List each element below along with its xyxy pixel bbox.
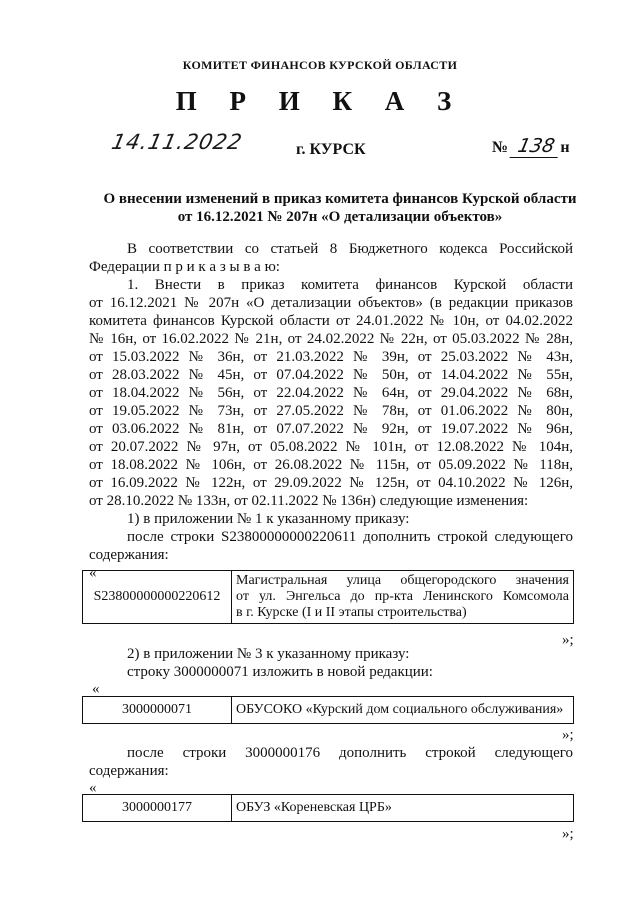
subject-line: О внесении изменений в приказ комитета финансов Курской области [103, 191, 577, 207]
body-line: от 19.05.2022 № 73н, от 27.05.2022 № 78н, от 01.06.2022 № 80н, [89, 403, 573, 419]
number-prefix: № [492, 139, 509, 156]
table-row [83, 697, 574, 724]
document-type: П Р И К А З [175, 86, 465, 116]
open-quote: « [92, 681, 100, 697]
body-line: от 28.10.2022 № 133н, от 02.11.2022 № 136н) следующие изменения: [89, 493, 529, 509]
close-quote: »; [562, 826, 574, 842]
organization-title: КОМИТЕТ ФИНАНСОВ КУРСКОЙ ОБЛАСТИ [182, 58, 458, 72]
body-line: от 28.03.2022 № 45н, от 07.04.2022 № 50н, от 14.04.2022 № 55н, [89, 367, 573, 383]
body-line: № 16н, от 16.02.2022 № 21н, от 24.02.2022 № 22н, от 05.03.2022 № 28н, [89, 331, 573, 347]
body-line: после строки S23800000000220611 дополнить строкой следующего [127, 529, 573, 545]
description-line: Магистральная улица общегородского значения [236, 573, 569, 588]
handwritten-date: 14.11.2022 [109, 130, 245, 154]
body-line: от 15.03.2022 № 36н, от 21.03.2022 № 39н, от 25.03.2022 № 43н, [89, 349, 573, 365]
description-line: от ул. Энгельса до пр-кта Ленинского Комсомола [236, 589, 569, 604]
description-line: в г. Курске (I и II этапы строительства) [236, 605, 467, 620]
body-line: после строки 3000000176 дополнить строкой следующего [127, 745, 573, 761]
table-cell-code: S23800000000220612 [83, 571, 232, 624]
close-quote: »; [562, 632, 574, 648]
body-line: от 16.12.2021 № 207н «О детализации объектов» (в редакции приказов [89, 295, 573, 311]
table-cell-name: ОБУСОКО «Курский дом социального обслуживания» [232, 697, 574, 724]
table-appendix-3 [82, 696, 574, 724]
body-line: 1) в приложении № 1 к указанному приказу: [127, 511, 410, 527]
order-number [492, 135, 570, 158]
body-line: содержания: [89, 547, 169, 563]
number-suffix: н [560, 139, 570, 156]
body-line: 1. Внести в приказ комитета финансов Курской области [127, 277, 573, 293]
body-line: 2) в приложении № 3 к указанному приказу: [127, 646, 410, 662]
body-line: от 16.09.2022 № 122н, от 29.09.2022 № 125н, от 04.10.2022 № 126н, [89, 475, 573, 491]
open-quote: « [89, 565, 97, 581]
city: г. КУРСК [296, 141, 366, 158]
body-line: от 18.08.2022 № 106н, от 26.08.2022 № 115н, от 05.09.2022 № 118н, [89, 457, 573, 473]
body-line: от 20.07.2022 № 97н, от 05.08.2022 № 101н, от 12.08.2022 № 104н, [89, 439, 573, 455]
body-line: от 18.04.2022 № 56н, от 22.04.2022 № 64н, от 29.04.2022 № 68н, [89, 385, 573, 401]
document-body [89, 240, 573, 582]
body-line: Федерации п р и к а з ы в а ю: [89, 259, 280, 275]
table-cell-code: 3000000071 [83, 697, 232, 724]
body-line: комитета финансов Курской области от 24.01.2022 № 10н, от 04.02.2022 [89, 313, 573, 329]
subject [100, 190, 580, 226]
subject-line: от 16.12.2021 № 207н «О детализации объектов» [177, 209, 503, 225]
paragraph [89, 744, 573, 780]
body-line: В соответствии со статьей 8 Бюджетного кодекса Российской [127, 241, 573, 257]
table-row [83, 571, 574, 624]
body-line: строку 3000000071 изложить в новой редакции: [127, 664, 433, 680]
close-quote: »; [562, 727, 574, 743]
table-cell-code: 3000000177 [83, 795, 232, 822]
table-row [83, 795, 574, 822]
table-appendix-1 [82, 570, 574, 624]
handwritten-number: 138 [510, 135, 563, 158]
body-line: от 03.06.2022 № 81н, от 07.07.2022 № 92н, от 19.07.2022 № 96н, [89, 421, 573, 437]
open-quote: « [89, 780, 97, 796]
table-cell-name: ОБУЗ «Кореневская ЦРБ» [232, 795, 574, 822]
table-appendix-3-new-row [82, 794, 574, 822]
table-cell-description [232, 571, 574, 624]
body-line: содержания: [89, 763, 169, 779]
